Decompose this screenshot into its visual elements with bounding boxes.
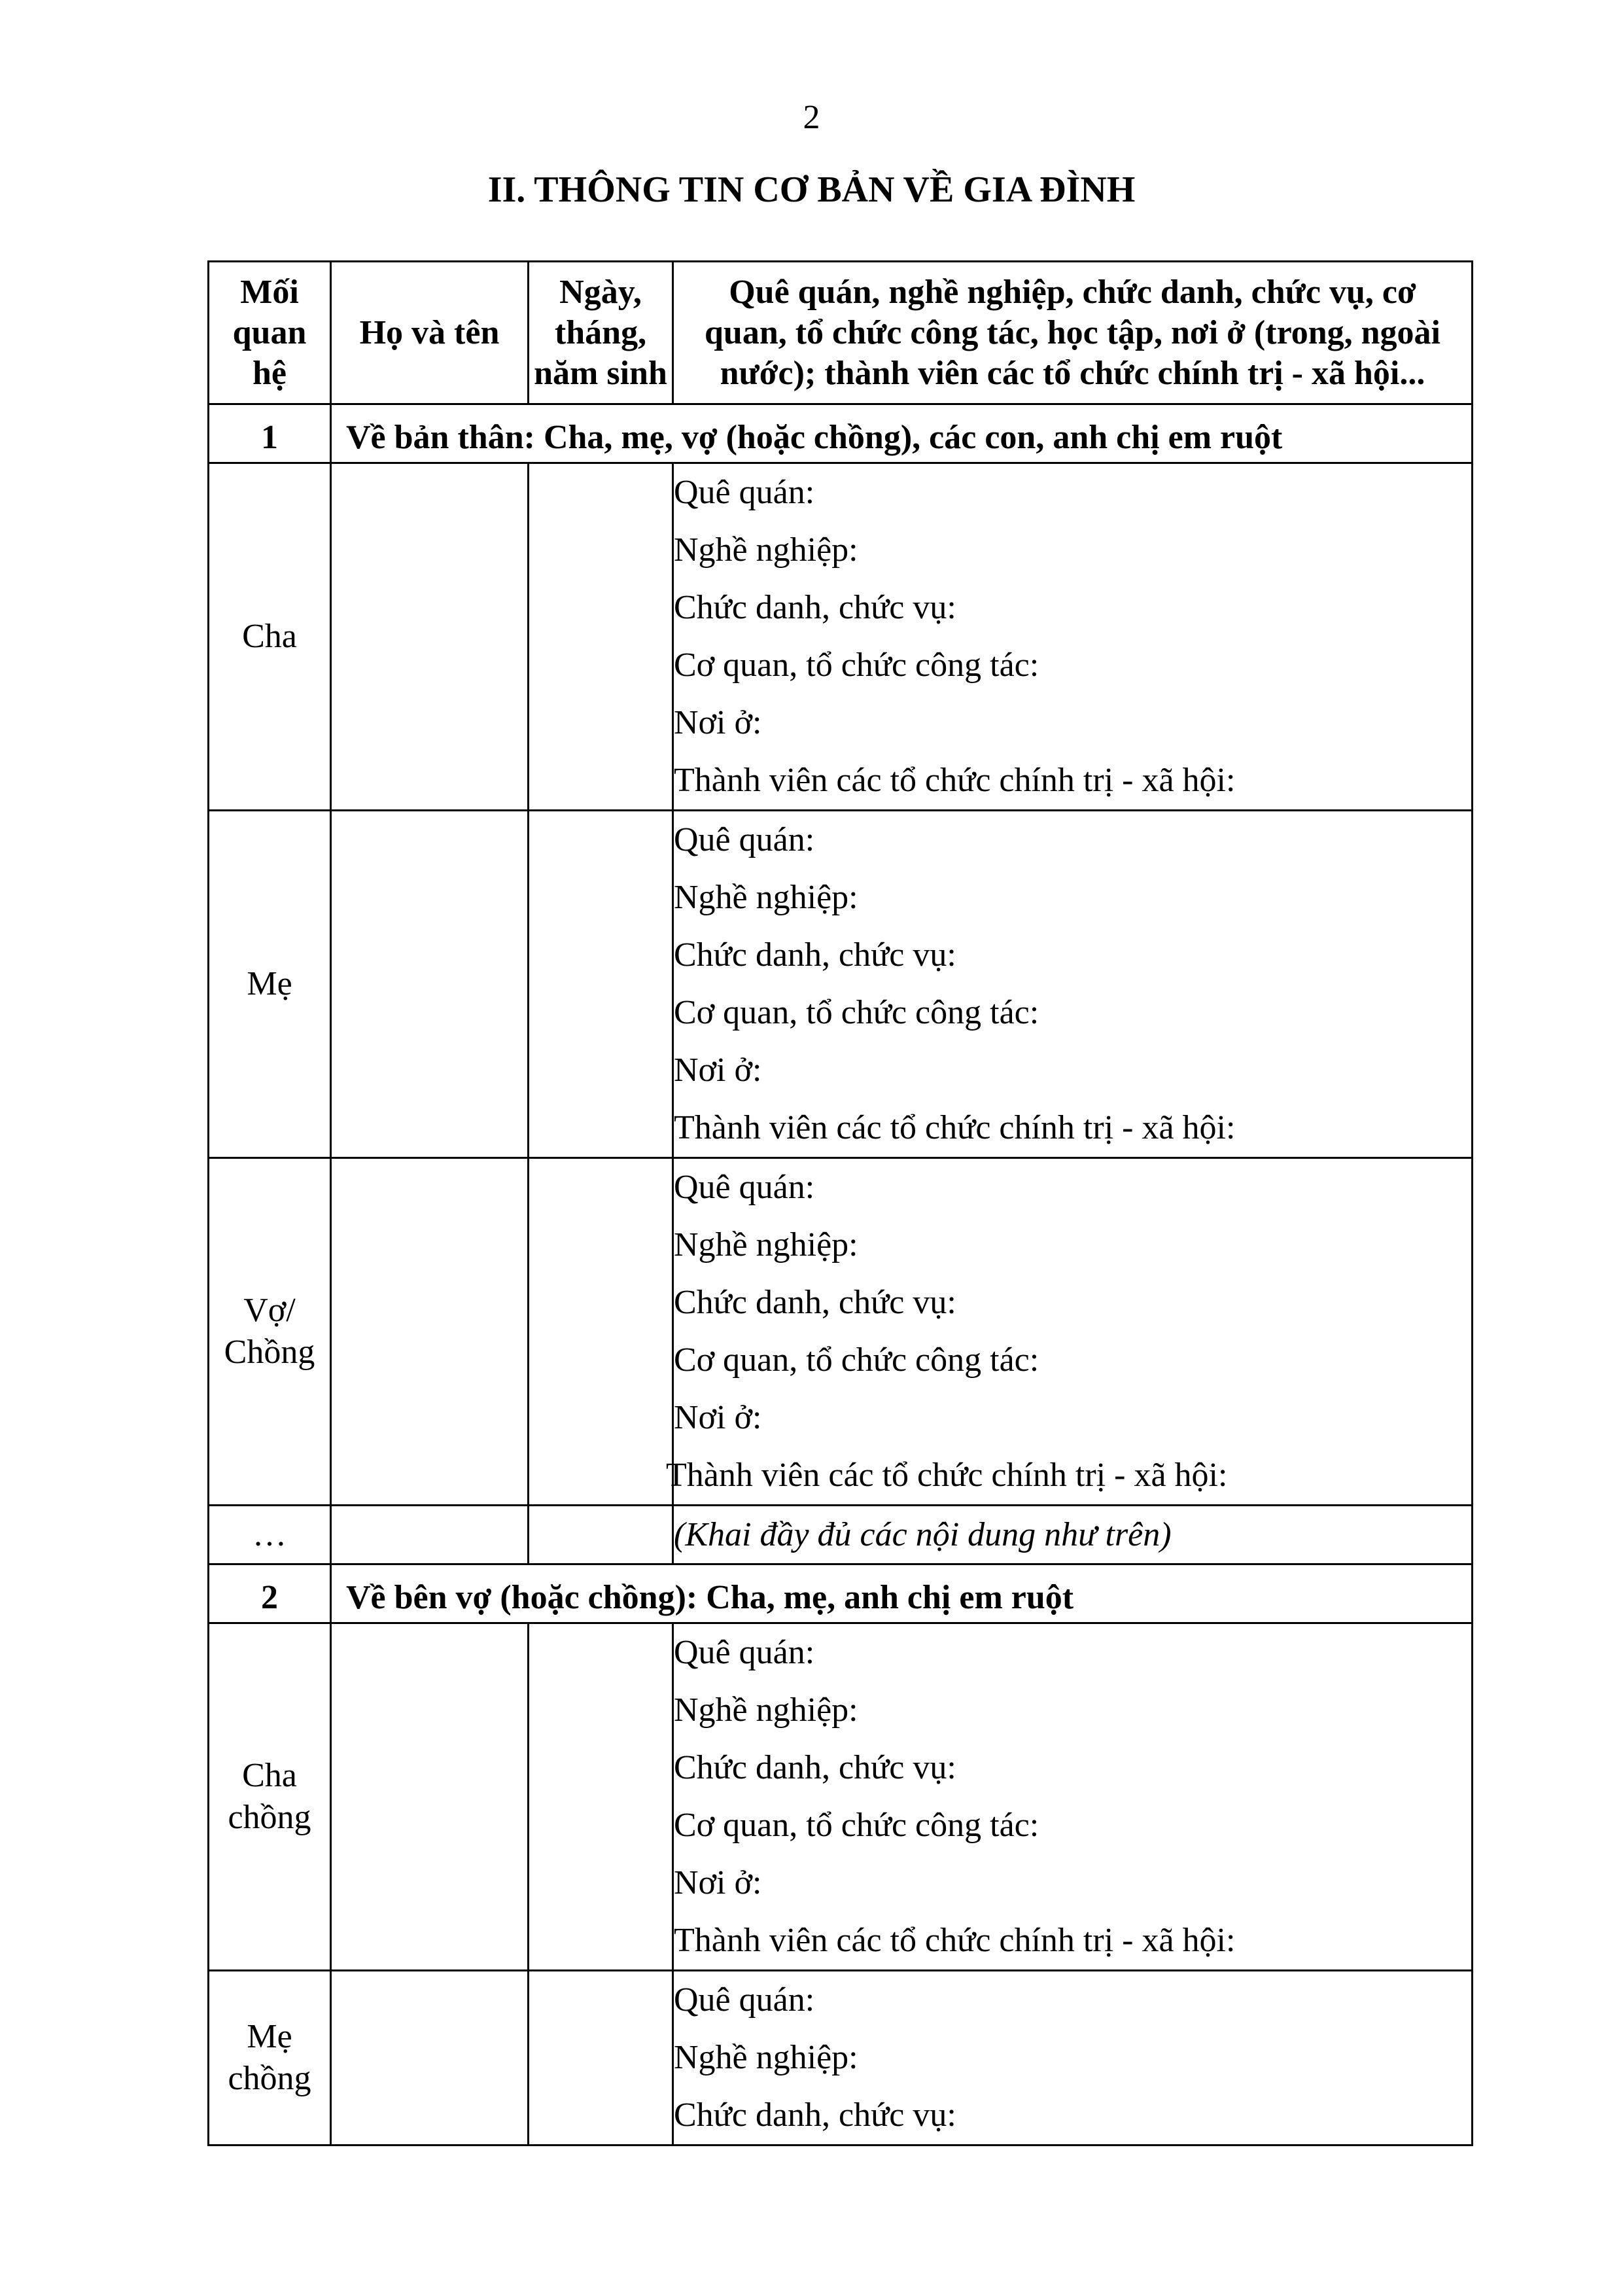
name-cell[interactable] [331, 1971, 529, 2146]
relation-label: Mẹ [247, 2018, 292, 2055]
header-dob [529, 262, 673, 404]
dob-cell[interactable] [529, 1506, 673, 1564]
detail-residence: Nơi ở: [674, 1864, 762, 1901]
header-dob-line: tháng, [554, 313, 647, 351]
header-details-line: quan, tổ chức công tác, học tập, nơi ở (trong, ngoài [704, 313, 1440, 351]
detail-workplace: Cơ quan, tổ chức công tác: [674, 646, 1039, 684]
table-header-row [209, 262, 1473, 404]
detail-occupation: Nghề nghiệp: [674, 2039, 858, 2076]
dob-cell[interactable] [529, 811, 673, 1158]
header-name: Họ và tên [331, 262, 529, 404]
group-number: 2 [209, 1564, 331, 1623]
family-info-table [207, 260, 1473, 2146]
detail-residence: Nơi ở: [674, 1051, 762, 1089]
detail-hometown: Quê quán: [674, 821, 815, 858]
header-relation [209, 262, 331, 404]
details-cell[interactable] [673, 1623, 1473, 1971]
name-cell[interactable] [331, 1506, 529, 1564]
relation-label: Cha [242, 1757, 297, 1794]
group-row-2 [209, 1564, 1473, 1623]
detail-workplace: Cơ quan, tổ chức công tác: [674, 1807, 1039, 1844]
member-row-mother-in-law [209, 1971, 1473, 2146]
relation-label: Cha [242, 618, 297, 655]
member-row-mother [209, 811, 1473, 1158]
detail-occupation: Nghề nghiệp: [674, 1226, 858, 1263]
name-cell[interactable] [331, 1623, 529, 1971]
relation-label: Vợ/ [243, 1292, 296, 1329]
member-row-father [209, 463, 1473, 811]
name-cell[interactable] [331, 463, 529, 811]
relation-cell [209, 811, 331, 1158]
details-cell[interactable] [673, 463, 1473, 811]
detail-workplace: Cơ quan, tổ chức công tác: [674, 994, 1039, 1031]
detail-residence: Nơi ở: [674, 1399, 762, 1436]
relation-cell [209, 1971, 331, 2146]
group-row-1 [209, 404, 1473, 463]
relation-label: Chồng [224, 1333, 315, 1371]
name-cell[interactable] [331, 1158, 529, 1506]
header-details-line: nước); thành viên các tổ chức chính trị - xã hội... [720, 354, 1425, 392]
details-cell[interactable] [673, 811, 1473, 1158]
relation-label: chồng [228, 1799, 311, 1836]
relation-label: chồng [228, 2060, 311, 2097]
section-title: II. THÔNG TIN CƠ BẢN VỀ GIA ĐÌNH [487, 169, 1136, 210]
detail-title-position: Chức danh, chức vụ: [674, 589, 956, 626]
detail-title-position: Chức danh, chức vụ: [674, 936, 956, 974]
detail-residence: Nơi ở: [674, 704, 762, 741]
instruction-note: (Khai đầy đủ các nội dung như trên) [673, 1506, 1473, 1564]
relation-cell [209, 1158, 331, 1506]
relation-label: Mẹ [247, 965, 292, 1002]
detail-hometown: Quê quán: [674, 474, 815, 511]
detail-hometown: Quê quán: [674, 1169, 815, 1206]
header-details-line: Quê quán, nghề nghiệp, chức danh, chức vụ, cơ [729, 273, 1416, 311]
detail-workplace: Cơ quan, tổ chức công tác: [674, 1341, 1039, 1379]
header-details [673, 262, 1473, 404]
header-relation-line: hệ [253, 354, 287, 392]
detail-organizations: Thành viên các tổ chức chính trị - xã hội: [666, 1457, 1228, 1494]
detail-hometown: Quê quán: [674, 1634, 815, 1671]
header-dob-line: năm sinh [534, 354, 667, 392]
detail-organizations: Thành viên các tổ chức chính trị - xã hội: [674, 1109, 1236, 1146]
relation-cell [209, 463, 331, 811]
name-cell[interactable] [331, 811, 529, 1158]
group-title: Về bản thân: Cha, mẹ, vợ (hoặc chồng), các con, anh chị em ruột [331, 404, 1473, 463]
member-row-father-in-law [209, 1623, 1473, 1971]
detail-title-position: Chức danh, chức vụ: [674, 1284, 956, 1321]
dob-cell[interactable] [529, 1971, 673, 2146]
detail-title-position: Chức danh, chức vụ: [674, 2096, 956, 2134]
detail-occupation: Nghề nghiệp: [674, 531, 858, 569]
more-members-row [209, 1506, 1473, 1564]
detail-hometown: Quê quán: [674, 1981, 815, 2019]
detail-occupation: Nghề nghiệp: [674, 879, 858, 916]
group-title: Về bên vợ (hoặc chồng): Cha, mẹ, anh chị em ruột [331, 1564, 1473, 1623]
dob-cell[interactable] [529, 463, 673, 811]
ellipsis-cell: … [209, 1506, 331, 1564]
detail-organizations: Thành viên các tổ chức chính trị - xã hội: [674, 1922, 1236, 1959]
relation-cell [209, 1623, 331, 1971]
detail-title-position: Chức danh, chức vụ: [674, 1749, 956, 1786]
page-number: 2 [803, 99, 820, 136]
header-relation-line: Mối [240, 273, 299, 311]
dob-cell[interactable] [529, 1158, 673, 1506]
dob-cell[interactable] [529, 1623, 673, 1971]
header-relation-line: quan [232, 313, 307, 351]
detail-organizations: Thành viên các tổ chức chính trị - xã hội: [674, 762, 1236, 799]
detail-occupation: Nghề nghiệp: [674, 1691, 858, 1729]
group-number: 1 [209, 404, 331, 463]
details-cell[interactable] [666, 1158, 1473, 1506]
details-cell[interactable] [673, 1971, 1473, 2146]
member-row-spouse [209, 1158, 1473, 1506]
header-dob-line: Ngày, [559, 273, 642, 311]
